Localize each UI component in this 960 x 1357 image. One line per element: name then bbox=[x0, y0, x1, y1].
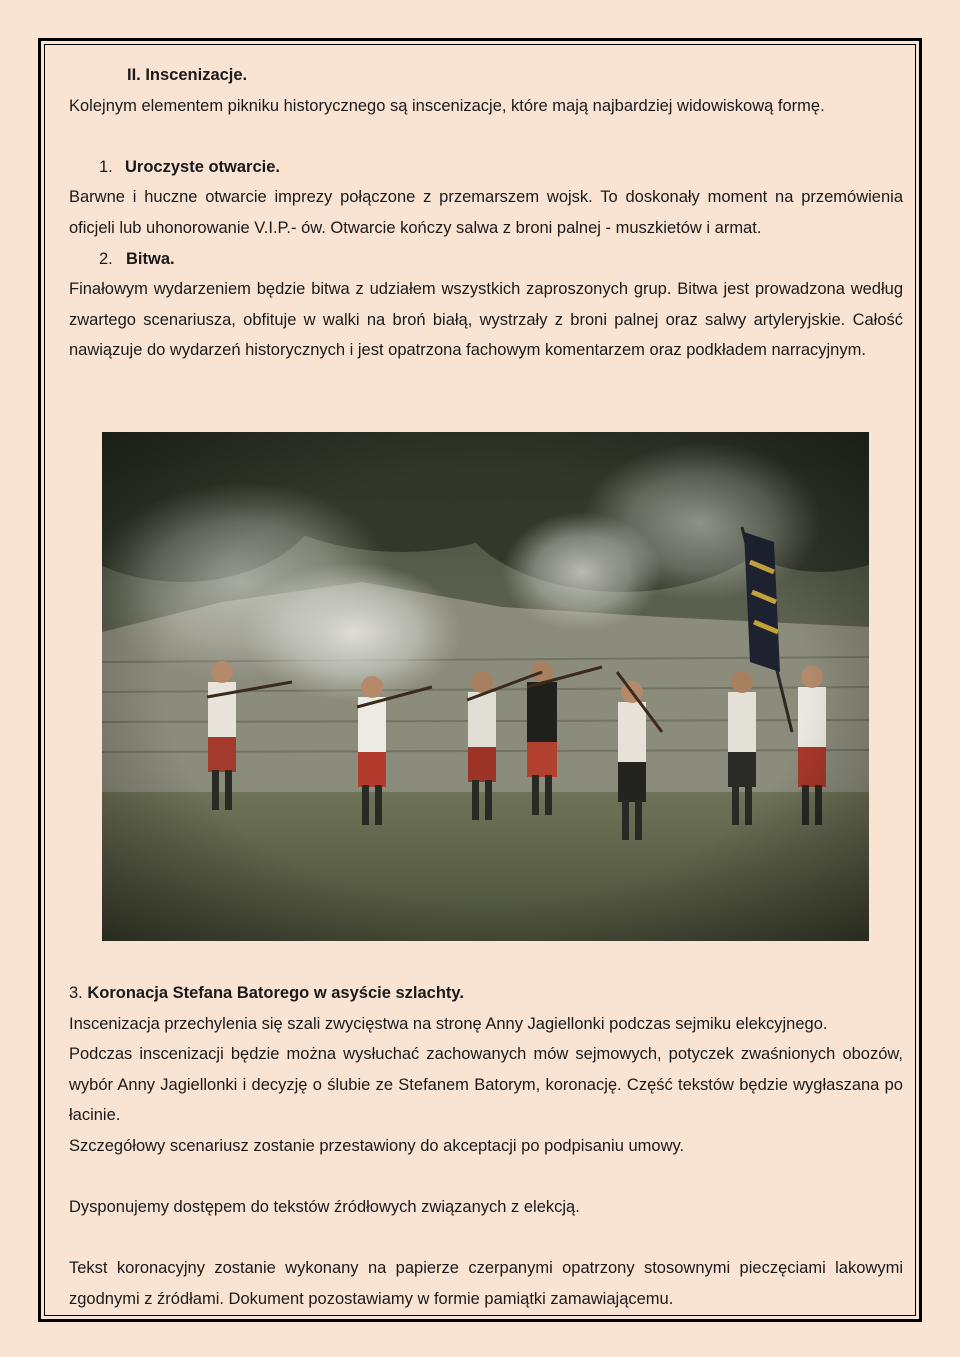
item-3-title: Koronacja Stefana Batorego w asyście szlachty. bbox=[87, 984, 464, 1002]
document-body-lower bbox=[69, 978, 903, 1315]
item-1-heading bbox=[69, 152, 903, 183]
item-2-number: 2. bbox=[99, 249, 113, 268]
item-2-text: Finałowym wydarzeniem będzie bitwa z udziałem wszystkich zaproszonych grup. Bitwa jest prowadzona według zwartego scenariusza, obfituje w walki na broń białą, wystrzały z broni palnej oraz salwy artyleryjskie. Całość nawiązuje do wydarzeń historycznych i jest opatrzona fachowym komentarzem oraz podkładem narracyjnym. bbox=[69, 280, 903, 360]
item-1-title: Uroczyste otwarcie. bbox=[125, 157, 280, 176]
closing-paragraph-2: Tekst koronacyjny zostanie wykonany na papierze czerpanymi opatrzony stosownymi pieczęciami lakowymi zgodnymi z źródłami. Dokument pozostawiamy w formie pamiątki zamawiającemu. bbox=[69, 1259, 903, 1308]
item-3-text-2: Podczas inscenizacji będzie można wysłuchać zachowanych mów sejmowych, potyczek zwaśnionych obozów, wybór Anny Jagiellonki i decyzję o ślubie ze Stefanem Batorym, koronację. Część tekstów będzie wygłaszana po łacinie. bbox=[69, 1045, 903, 1125]
item-2-title: Bitwa. bbox=[126, 249, 175, 268]
item-2-heading bbox=[69, 244, 903, 275]
item-3-text-3: Szczegółowy scenariusz zostanie przestawiony do akceptacji po podpisaniu umowy. bbox=[69, 1136, 685, 1155]
item-3-heading bbox=[69, 978, 903, 1009]
item-3-number: 3. bbox=[69, 984, 83, 1002]
item-1-text: Barwne i huczne otwarcie imprezy połączone z przemarszem wojsk. To doskonały moment na przemówienia oficjeli lub uhonorowanie V.I.P.- ów. Otwarcie kończy salwa z broni palnej - muszkietów i armat. bbox=[69, 188, 903, 237]
closing-paragraph-1: Dysponujemy dostępem do tekstów źródłowych związanych z elekcją. bbox=[69, 1198, 580, 1217]
intro-paragraph: Kolejnym elementem pikniku historycznego są inscenizacje, które mają najbardziej widowiskową formę. bbox=[69, 96, 825, 115]
item-3-text-1: Inscenizacja przechylenia się szali zwycięstwa na stronę Anny Jagiellonki podczas sejmiku elekcyjnego. bbox=[69, 1014, 828, 1033]
item-1-number: 1. bbox=[99, 157, 113, 176]
section-heading: II. Inscenizacje. bbox=[127, 66, 248, 84]
document-body bbox=[69, 60, 903, 366]
battle-reenactment-photo bbox=[102, 432, 869, 941]
